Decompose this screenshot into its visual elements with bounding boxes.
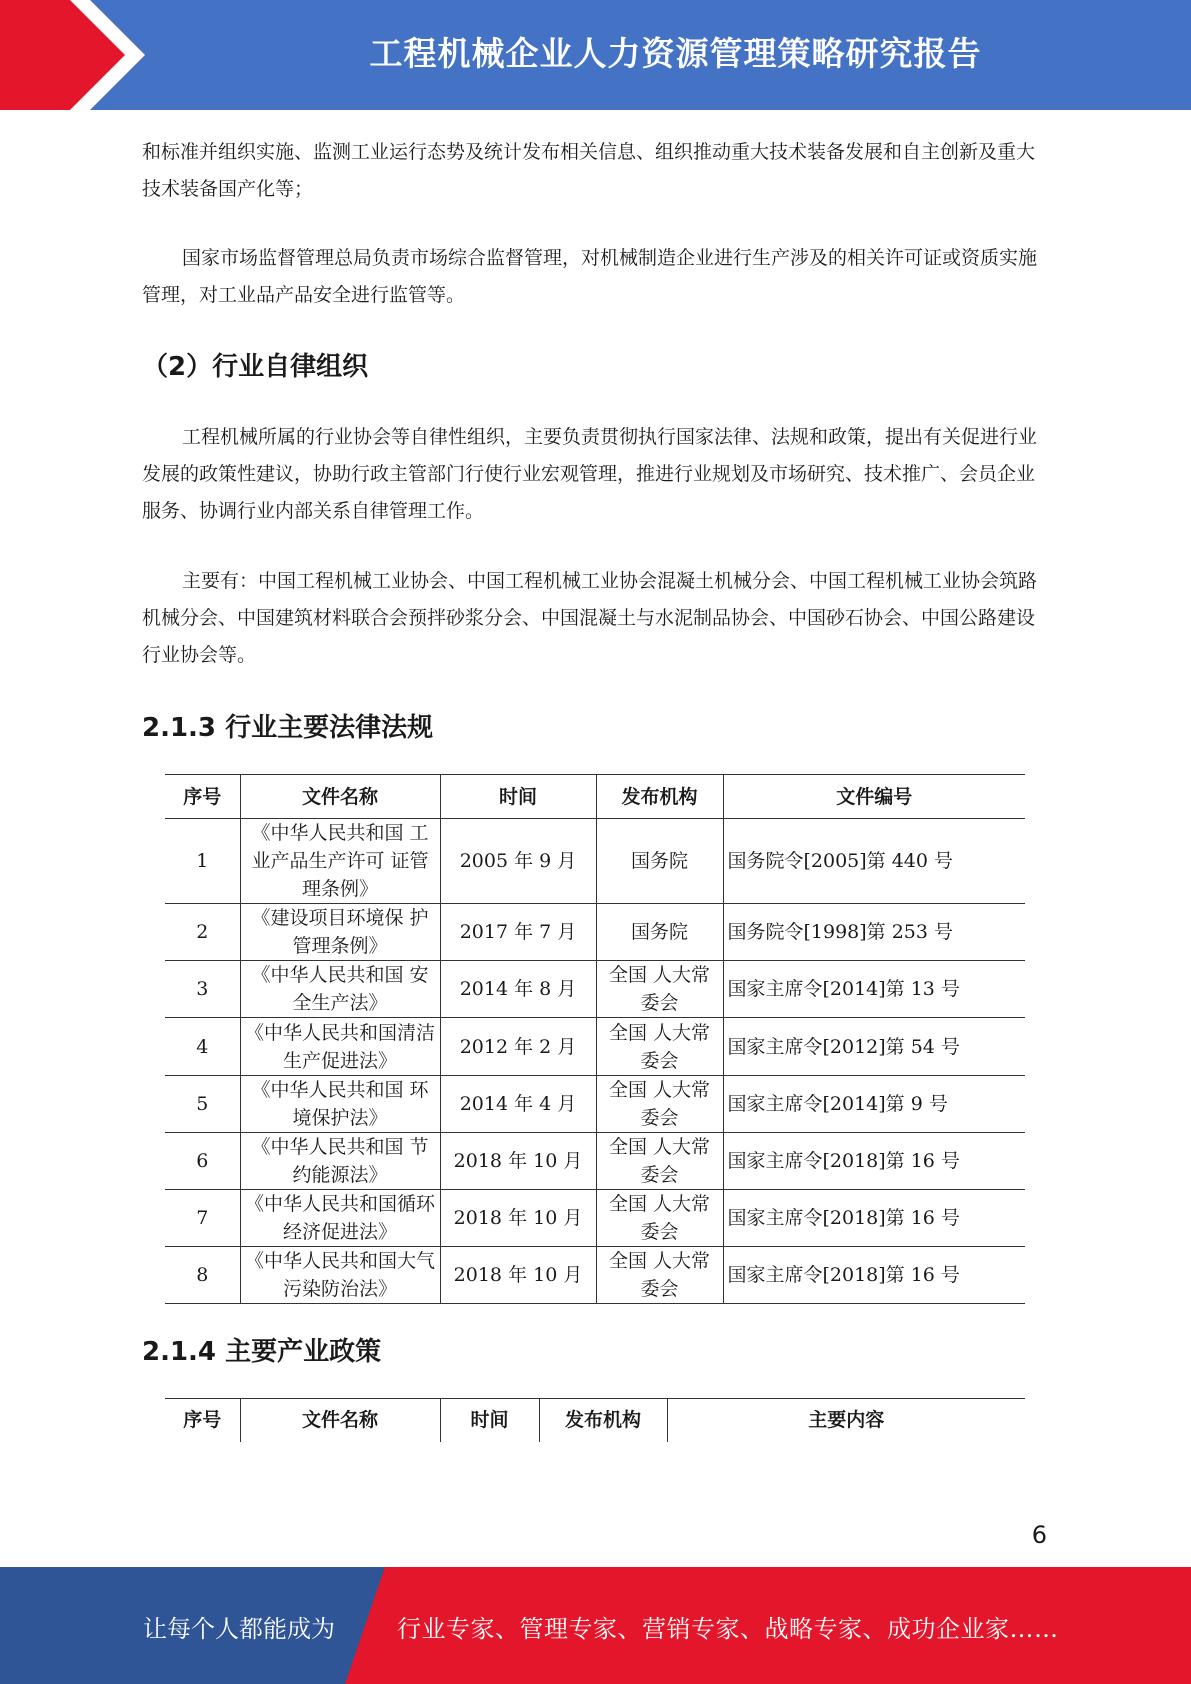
footer-slogan-left: 让每个人都能成为 [143, 1615, 335, 1643]
cell-document-name: 《中华人民共和国 节约能源法》 [240, 1133, 440, 1190]
page-footer [0, 1567, 1191, 1684]
cell-issuer: 全国 人大常委会 [596, 961, 723, 1018]
cell-index: 1 [165, 819, 240, 904]
heading-self-regulatory-org: （2）行业自律组织 [142, 352, 369, 382]
cell-index: 3 [165, 961, 240, 1018]
table-header-row [165, 775, 1025, 819]
page-header [0, 0, 1191, 110]
cell-document-number: 国务院令[1998]第 253 号 [723, 904, 1025, 961]
cell-document-name: 《建设项目环境保 护管理条例》 [240, 904, 440, 961]
table-row [165, 1076, 1025, 1133]
column-header: 序号 [165, 1399, 240, 1442]
cell-issuer: 全国 人大常委会 [596, 1247, 723, 1304]
column-header: 文件名称 [240, 775, 440, 819]
table-row [165, 1190, 1025, 1247]
table-row [165, 1247, 1025, 1304]
cell-document-name: 《中华人民共和国循环经济促进法》 [240, 1190, 440, 1247]
cell-date: 2014 年 8 月 [440, 961, 596, 1018]
cell-document-name: 《中华人民共和国清洁生产促进法》 [240, 1018, 440, 1076]
cell-index: 6 [165, 1133, 240, 1190]
cell-issuer: 全国 人大常委会 [596, 1018, 723, 1076]
paragraph-ministry-duties: 和标准并组织实施、监测工业运行态势及统计发布相关信息、组织推动重大技术装备发展和自主创新及重大技术装备国产化等； [142, 141, 1036, 200]
cell-document-number: 国家主席令[2012]第 54 号 [723, 1018, 1025, 1076]
cell-document-name: 《中华人民共和国 安全生产法》 [240, 961, 440, 1018]
cell-document-number: 国家主席令[2014]第 13 号 [723, 961, 1025, 1018]
table-row [165, 1018, 1025, 1076]
column-header: 时间 [440, 775, 596, 819]
footer-slogan-right: 行业专家、管理专家、营销专家、战略专家、成功企业家…… [397, 1615, 1059, 1643]
table-row [165, 904, 1025, 961]
cell-issuer: 全国 人大常委会 [596, 1133, 723, 1190]
table-row [165, 961, 1025, 1018]
cell-date: 2018 年 10 月 [440, 1247, 596, 1304]
cell-date: 2017 年 7 月 [440, 904, 596, 961]
cell-issuer: 国务院 [596, 904, 723, 961]
policy-table [165, 1398, 1025, 1442]
cell-issuer: 全国 人大常委会 [596, 1190, 723, 1247]
page-number: 6 [1031, 1521, 1047, 1549]
cell-document-number: 国家主席令[2018]第 16 号 [723, 1247, 1025, 1304]
cell-date: 2018 年 10 月 [440, 1190, 596, 1247]
column-header: 发布机构 [596, 775, 723, 819]
cell-index: 2 [165, 904, 240, 961]
column-header: 主要内容 [667, 1399, 1025, 1442]
cell-index: 7 [165, 1190, 240, 1247]
cell-index: 5 [165, 1076, 240, 1133]
paragraph-industry-association: 工程机械所属的行业协会等自律性组织，主要负责贯彻执行国家法律、法规和政策，提出有关促进行业发展的政策性建议，协助行政主管部门行使行业宏观管理，推进行业规划及市场研究、技术推广、会员企业服务、协调行业内部关系自律管理工作。 [142, 426, 1038, 522]
cell-index: 8 [165, 1247, 240, 1304]
cell-document-number: 国家主席令[2018]第 16 号 [723, 1190, 1025, 1247]
column-header: 时间 [440, 1399, 539, 1442]
table-header-row [165, 1399, 1025, 1442]
cell-document-name: 《中华人民共和国 工业产品生产许可 证管理条例》 [240, 819, 440, 904]
cell-date: 2005 年 9 月 [440, 819, 596, 904]
cell-issuer: 国务院 [596, 819, 723, 904]
cell-document-name: 《中华人民共和国大气污染防治法》 [240, 1247, 440, 1304]
cell-index: 4 [165, 1018, 240, 1076]
paragraph-market-supervision: 国家市场监督管理总局负责市场综合监督管理，对机械制造企业进行生产涉及的相关许可证或资质实施管理，对工业品产品安全进行监管等。 [142, 247, 1038, 306]
heading-laws-regulations: 2.1.3 行业主要法律法规 [142, 713, 434, 743]
heading-industry-policies: 2.1.4 主要产业政策 [142, 1337, 382, 1367]
laws-table [165, 774, 1025, 1304]
cell-document-number: 国家主席令[2014]第 9 号 [723, 1076, 1025, 1133]
paragraph-association-list: 主要有：中国工程机械工业协会、中国工程机械工业协会混凝土机械分会、中国工程机械工业协会筑路机械分会、中国建筑材料联合会预拌砂浆分会、中国混凝土与水泥制品协会、中国砂石协会、中国公路建设行业协会等。 [142, 570, 1038, 666]
table-row [165, 819, 1025, 904]
report-title: 工程机械企业人力资源管理策略研究报告 [369, 34, 982, 73]
cell-document-number: 国务院令[2005]第 440 号 [723, 819, 1025, 904]
column-header: 文件编号 [723, 775, 1025, 819]
cell-date: 2018 年 10 月 [440, 1133, 596, 1190]
table-row [165, 1133, 1025, 1190]
cell-document-number: 国家主席令[2018]第 16 号 [723, 1133, 1025, 1190]
cell-issuer: 全国 人大常委会 [596, 1076, 723, 1133]
cell-document-name: 《中华人民共和国 环境保护法》 [240, 1076, 440, 1133]
cell-date: 2014 年 4 月 [440, 1076, 596, 1133]
column-header: 序号 [165, 775, 240, 819]
column-header: 文件名称 [240, 1399, 440, 1442]
cell-date: 2012 年 2 月 [440, 1018, 596, 1076]
column-header: 发布机构 [539, 1399, 667, 1442]
